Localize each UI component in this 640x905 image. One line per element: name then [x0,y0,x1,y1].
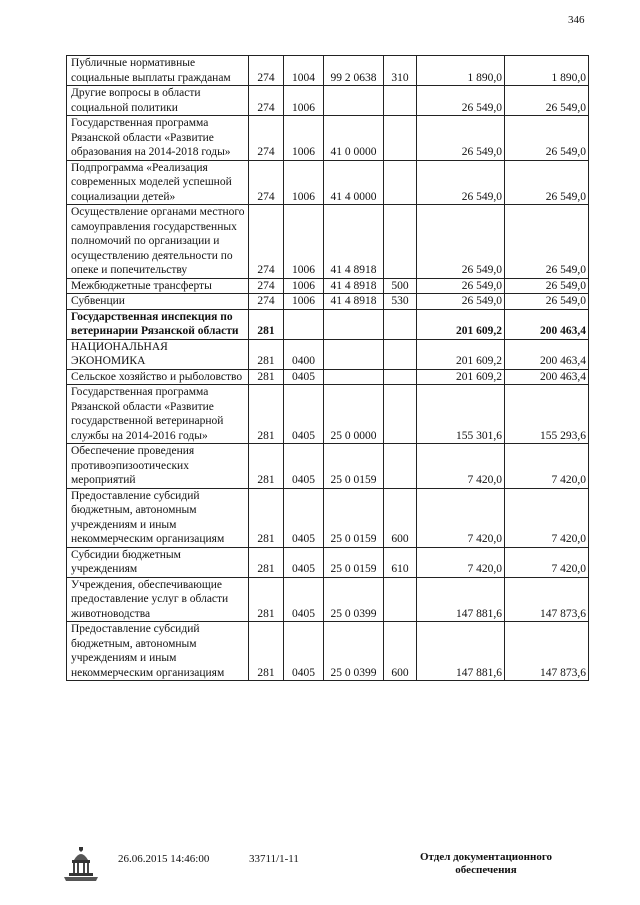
row-target-article: 41 4 8918 [324,205,384,279]
row-expense-type: 530 [384,294,417,310]
row-amount-1: 1 890,0 [417,56,505,86]
table-row [67,444,589,489]
table-row [67,547,589,577]
row-expense-type [384,577,417,622]
row-section: 1006 [284,160,324,205]
row-expense-type: 600 [384,488,417,547]
row-agency-code: 274 [249,56,284,86]
row-amount-2: 7 420,0 [505,547,589,577]
table-row [67,278,589,294]
row-target-article: 25 0 0399 [324,577,384,622]
table-body [67,56,589,681]
row-amount-2: 147 873,6 [505,622,589,681]
row-target-article [324,86,384,116]
row-amount-1: 26 549,0 [417,205,505,279]
row-agency-code: 274 [249,294,284,310]
row-target-article: 25 0 0399 [324,622,384,681]
table-row [67,205,589,279]
table-row [67,86,589,116]
row-target-article: 25 0 0159 [324,444,384,489]
page-number: 346 [568,14,585,26]
row-expense-type [384,205,417,279]
row-expense-type [384,160,417,205]
row-amount-1: 26 549,0 [417,278,505,294]
row-agency-code: 281 [249,547,284,577]
row-expense-type [384,444,417,489]
row-section: 0405 [284,488,324,547]
table-row [67,369,589,385]
row-section: 0405 [284,547,324,577]
duma-emblem-icon [62,846,100,882]
row-name: Государственная программа Рязанской области «Развитие образования на 2014-2018 годы» [67,116,249,161]
row-amount-2: 7 420,0 [505,444,589,489]
row-agency-code: 274 [249,160,284,205]
row-name: Сельское хозяйство и рыболовство [67,369,249,385]
row-section: 1006 [284,116,324,161]
row-name: Учреждения, обеспечивающие предоставление услуг в области животноводства [67,577,249,622]
table-row [67,577,589,622]
row-amount-1: 201 609,2 [417,369,505,385]
row-amount-1: 7 420,0 [417,547,505,577]
row-expense-type [384,86,417,116]
table-row [67,116,589,161]
row-amount-2: 200 463,4 [505,339,589,369]
row-target-article: 41 4 8918 [324,294,384,310]
row-amount-1: 26 549,0 [417,86,505,116]
row-name: Публичные нормативные социальные выплаты гражданам [67,56,249,86]
row-expense-type [384,385,417,444]
row-section: 1004 [284,56,324,86]
row-agency-code: 274 [249,278,284,294]
table-row [67,385,589,444]
table-row [67,160,589,205]
row-target-article [324,339,384,369]
row-target-article [324,369,384,385]
row-agency-code: 281 [249,309,284,339]
table-row [67,622,589,681]
row-section: 0400 [284,339,324,369]
row-amount-2: 26 549,0 [505,278,589,294]
row-target-article: 25 0 0000 [324,385,384,444]
row-expense-type: 310 [384,56,417,86]
row-section: 0405 [284,622,324,681]
footer-department-line1: Отдел документационного [419,851,553,863]
row-amount-2: 26 549,0 [505,294,589,310]
row-expense-type: 610 [384,547,417,577]
row-amount-2: 26 549,0 [505,86,589,116]
footer-department-line2: обеспечения [455,864,517,876]
row-section: 0405 [284,385,324,444]
row-expense-type: 600 [384,622,417,681]
row-section [284,309,324,339]
row-expense-type [384,309,417,339]
row-agency-code: 281 [249,444,284,489]
row-name: Осуществление органами местного самоуправления государственных полномочий по организации и осуществлению деятельности по опеке и попечительству [67,205,249,279]
row-section: 0405 [284,369,324,385]
row-amount-2: 200 463,4 [505,309,589,339]
row-amount-1: 155 301,6 [417,385,505,444]
row-target-article [324,309,384,339]
row-agency-code: 274 [249,205,284,279]
budget-table [66,55,589,681]
row-amount-2: 26 549,0 [505,205,589,279]
row-target-article: 41 4 0000 [324,160,384,205]
row-amount-1: 26 549,0 [417,160,505,205]
row-target-article: 25 0 0159 [324,547,384,577]
table-row [67,309,589,339]
row-agency-code: 281 [249,622,284,681]
row-agency-code: 274 [249,116,284,161]
row-name: Субвенции [67,294,249,310]
row-agency-code: 274 [249,86,284,116]
row-name: Другие вопросы в области социальной политики [67,86,249,116]
row-amount-2: 147 873,6 [505,577,589,622]
row-expense-type [384,339,417,369]
row-amount-1: 26 549,0 [417,294,505,310]
row-agency-code: 281 [249,488,284,547]
table-row [67,339,589,369]
row-section: 1006 [284,294,324,310]
footer-timestamp: 26.06.2015 14:46:00 [118,853,210,865]
row-amount-2: 155 293,6 [505,385,589,444]
row-section: 1006 [284,278,324,294]
row-name: Межбюджетные трансферты [67,278,249,294]
row-name: Государственная программа Рязанской области «Развитие государственной ветеринарной службы на 2014-2016 годы» [67,385,249,444]
row-amount-2: 7 420,0 [505,488,589,547]
row-expense-type [384,369,417,385]
row-expense-type [384,116,417,161]
row-agency-code: 281 [249,577,284,622]
row-name: Подпрограмма «Реализация современных моделей успешной социализации детей» [67,160,249,205]
row-name: Субсидии бюджетным учреждениям [67,547,249,577]
row-amount-1: 26 549,0 [417,116,505,161]
row-amount-1: 201 609,2 [417,309,505,339]
row-agency-code: 281 [249,385,284,444]
row-amount-1: 147 881,6 [417,622,505,681]
table-row [67,56,589,86]
row-amount-1: 147 881,6 [417,577,505,622]
footer-department [410,851,562,877]
row-name: Предоставление субсидий бюджетным, автономным учреждениям и иным некоммерческим организациям [67,488,249,547]
row-agency-code: 281 [249,339,284,369]
row-name: Обеспечение проведения противоэпизоотических мероприятий [67,444,249,489]
row-agency-code: 281 [249,369,284,385]
row-section: 0405 [284,444,324,489]
row-amount-1: 7 420,0 [417,488,505,547]
row-section: 0405 [284,577,324,622]
row-name: Предоставление субсидий бюджетным, автономным учреждениям и иным некоммерческим организациям [67,622,249,681]
row-target-article: 41 0 0000 [324,116,384,161]
row-name: НАЦИОНАЛЬНАЯ ЭКОНОМИКА [67,339,249,369]
table-row [67,294,589,310]
row-amount-1: 201 609,2 [417,339,505,369]
row-amount-1: 7 420,0 [417,444,505,489]
footer-doc-code: 33711/1-11 [249,853,299,865]
row-target-article: 99 2 0638 [324,56,384,86]
row-amount-2: 200 463,4 [505,369,589,385]
row-amount-2: 26 549,0 [505,160,589,205]
row-amount-2: 1 890,0 [505,56,589,86]
row-expense-type: 500 [384,278,417,294]
row-name: Государственная инспекция по ветеринарии Рязанской области [67,309,249,339]
table-row [67,488,589,547]
row-target-article: 25 0 0159 [324,488,384,547]
row-section: 1006 [284,86,324,116]
row-section: 1006 [284,205,324,279]
row-amount-2: 26 549,0 [505,116,589,161]
row-target-article: 41 4 8918 [324,278,384,294]
